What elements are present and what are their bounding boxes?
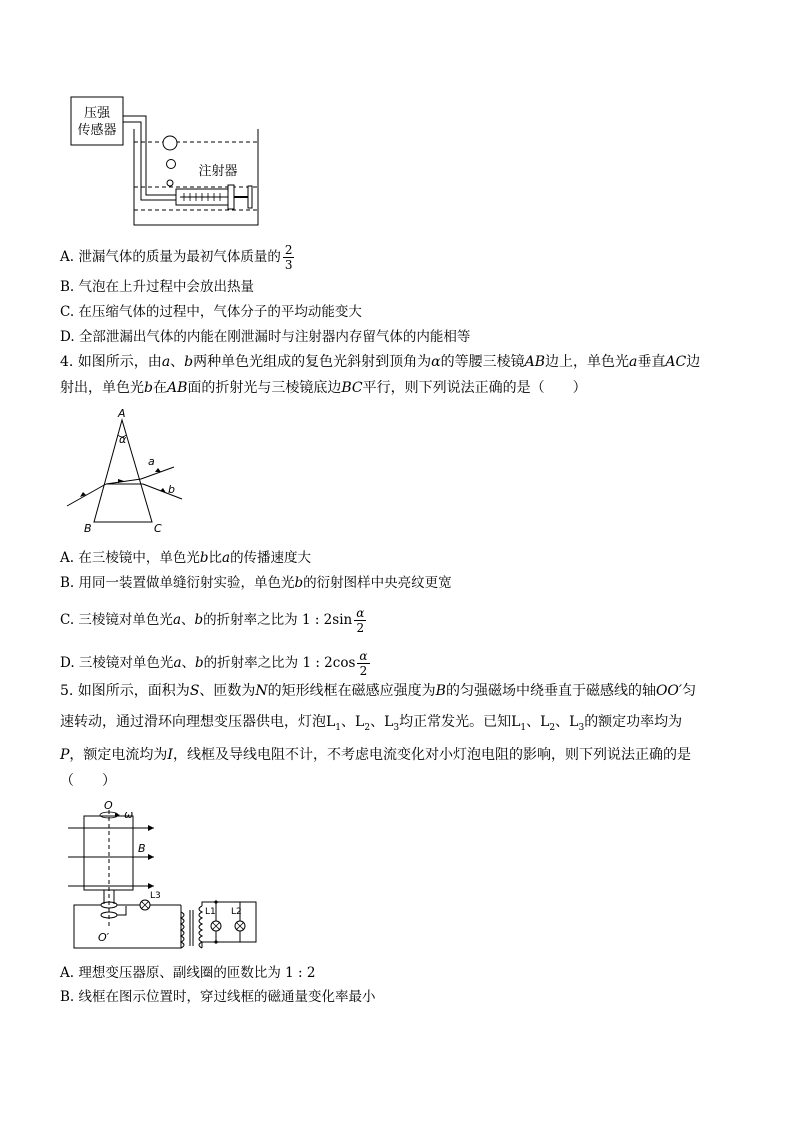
q4-option-d: D. 三棱镜对单色光a、b的折射率之比为 1 : 2cos $\frac{\alpha}{2}$	[60, 649, 368, 678]
q5-stem-line4: （ ）	[60, 773, 116, 789]
ray-a-label: a	[148, 455, 155, 468]
bubble	[167, 180, 173, 186]
vertex-a-label: A	[118, 407, 126, 420]
bubble	[167, 160, 176, 169]
sensor-label-line2: 传感器	[77, 123, 117, 138]
q4-option-a: A. 在三棱镜中，单色光b比a的传播速度大	[60, 550, 312, 566]
prism-figure	[62, 405, 192, 535]
apex-angle-label: α	[119, 433, 127, 446]
vertex-c-label: C	[154, 522, 162, 535]
q5-stem-line2: 速转动，通过滑环向理想变压器供电，灯泡$L_1$、$L_2$、$L_3$均正常发光。已知$L_1$、$L_2$、$L_3$的额定功率均为	[60, 714, 683, 733]
lamp-l1-label: L1	[205, 907, 216, 917]
q3-option-d: D. 全部泄漏出气体的内能在刚泄漏时与注射器内存留气体的内能相等	[60, 329, 471, 345]
ray-b-label: b	[168, 483, 175, 496]
q3-option-a-text: A. 泄漏气体的质量为最初气体质量的	[60, 249, 281, 265]
axis-o-prime-label: O′	[98, 931, 110, 944]
q4-stem-line1: 4. 如图所示，由a、b两种单色光组成的复色光斜射到顶角为α的等腰三棱镜AB边上，单色光a垂直AC边	[60, 354, 701, 370]
fraction-alpha-over-2: $\frac{\alpha}{2}$	[356, 606, 365, 635]
fraction-two-thirds	[283, 243, 295, 272]
q5-stem-line3: P，额定电流均为I，线框及导线电阻不计，不考虑电流变化对小灯泡电阻的影响，则下列说法正确的是	[60, 747, 691, 763]
bubble	[163, 136, 177, 150]
omega-label: ω	[124, 808, 134, 821]
fraction-alpha-over-2: $\frac{\alpha}{2}$	[359, 649, 368, 678]
q5-option-b: B. 线框在图示位置时，穿过线框的磁通量变化率最小	[60, 989, 376, 1005]
fraction-numerator: 2	[284, 243, 293, 257]
q4-option-b: B. 用同一装置做单缝衍射实验，单色光b的衍射图样中央亮纹更宽	[60, 575, 452, 591]
vertex-b-label: B	[84, 522, 92, 535]
lamp-l3-label: L3	[150, 891, 161, 901]
q3-option-c: C. 在压缩气体的过程中，气体分子的平均动能变大	[60, 304, 362, 320]
q5-option-a: A. 理想变压器原、副线圈的匝数比为 1 : 2	[60, 965, 316, 981]
q3-option-a	[60, 243, 294, 272]
q5-stem-line1: 5. 如图所示，面积为S、匝数为N的矩形线框在磁感应强度为B的匀强磁场中绕垂直于磁感线的轴OO′匀	[60, 683, 697, 699]
fraction-denominator: 3	[284, 258, 293, 272]
q4-option-c: C. 三棱镜对单色光a、b的折射率之比为 1 : 2sin $\frac{\alpha}{2}$	[60, 606, 365, 635]
q4-stem-line2: 射出，单色光b在AB面的折射光与三棱镜底边BC平行，则下列说法正确的是（ ）	[60, 380, 587, 396]
pressure-syringe-figure	[68, 95, 268, 235]
axis-o-label: O	[104, 799, 113, 812]
q3-option-b: B. 气泡在上升过程中会放出热量	[60, 279, 255, 295]
lamp-l2-label: L2	[231, 907, 242, 917]
sensor-label-line1: 压强	[83, 106, 111, 121]
generator-transformer-figure	[66, 798, 266, 958]
b-field-label: B	[138, 842, 146, 855]
syringe-label: 注射器	[198, 164, 238, 179]
